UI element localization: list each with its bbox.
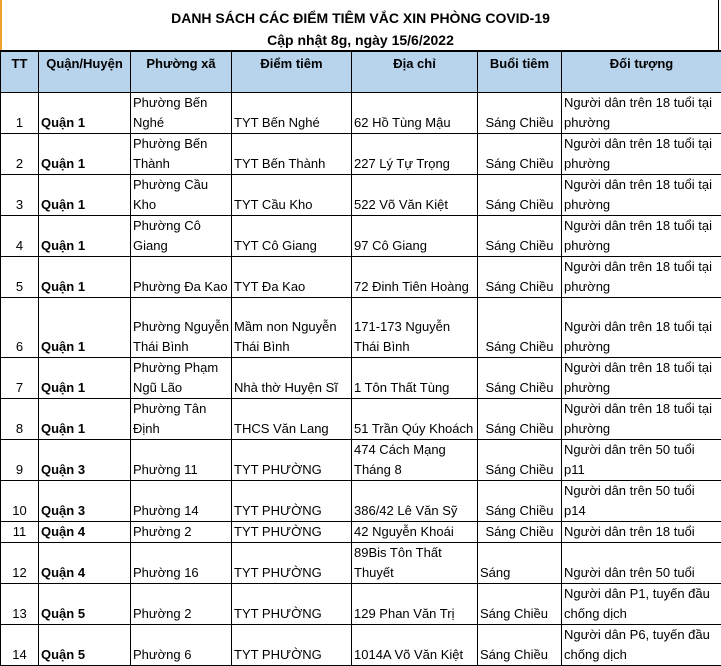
cell-site[interactable]: TYT PHƯỜNG <box>232 584 352 625</box>
cell-district[interactable]: Quận 5 <box>39 625 131 666</box>
cell-session[interactable]: Sáng Chiều <box>478 399 562 440</box>
cell-session[interactable]: Sáng Chiều <box>478 358 562 399</box>
cell-session[interactable]: Sáng Chiều <box>478 257 562 298</box>
cell-session[interactable]: Sáng Chiều <box>478 625 562 666</box>
cell-session[interactable]: Sáng Chiều <box>478 584 562 625</box>
cell-ward[interactable]: Phường 2 <box>131 584 232 625</box>
cell-target[interactable]: Người dân trên 18 tuổi tại phường <box>562 216 721 257</box>
cell-site[interactable]: TYT PHƯỜNG <box>232 543 352 584</box>
cell-session[interactable]: Sáng Chiều <box>478 93 562 134</box>
cell-district[interactable]: Quận 5 <box>39 584 131 625</box>
cell-site[interactable]: Nhà thờ Huyện Sĩ <box>232 358 352 399</box>
cell-site[interactable]: TYT Bến Nghé <box>232 93 352 134</box>
cell-session[interactable]: Sáng Chiều <box>478 134 562 175</box>
table-header-row <box>1 51 721 93</box>
table-row <box>1 93 721 134</box>
column-header-tt[interactable]: TT <box>1 51 39 93</box>
cell-address[interactable]: 474 Cách Mạng Tháng 8 <box>352 440 478 481</box>
cell-address[interactable]: 42 Nguyễn Khoái <box>352 522 478 543</box>
cell-target[interactable]: Người dân trên 18 tuổi tại phường <box>562 257 721 298</box>
cell-ward[interactable]: Phường 11 <box>131 440 232 481</box>
table-row <box>1 625 721 666</box>
cell-district[interactable]: Quận 3 <box>39 440 131 481</box>
table-row <box>1 216 721 257</box>
cell-tt[interactable]: 2 <box>1 134 39 175</box>
cell-site[interactable]: TYT PHƯỜNG <box>232 625 352 666</box>
cell-target[interactable]: Người dân trên 50 tuổi <box>562 543 721 584</box>
cell-district[interactable]: Quận 4 <box>39 522 131 543</box>
cell-ward[interactable]: Phường 6 <box>131 625 232 666</box>
table-row <box>1 175 721 216</box>
column-header-district[interactable]: Quận/Huyện <box>39 51 131 93</box>
cell-district[interactable]: Quận 1 <box>39 134 131 175</box>
cell-district[interactable]: Quận 4 <box>39 543 131 584</box>
column-header-ward[interactable]: Phường xã <box>131 51 232 93</box>
cell-address[interactable]: 51 Trần Qúy Khoách <box>352 399 478 440</box>
cell-ward[interactable]: Phường 14 <box>131 481 232 522</box>
table-row <box>1 298 721 358</box>
cell-tt[interactable]: 11 <box>1 522 39 543</box>
cell-site[interactable]: TYT Đa Kao <box>232 257 352 298</box>
cell-target[interactable]: Người dân trên 18 tuổi tại phường <box>562 175 721 216</box>
table-row <box>1 584 721 625</box>
cell-address[interactable]: 129 Phan Văn Trị <box>352 584 478 625</box>
table-row <box>1 257 721 298</box>
column-header-site[interactable]: Điểm tiêm <box>232 51 352 93</box>
cell-target[interactable]: Người dân trên 18 tuổi tại phường <box>562 134 721 175</box>
cell-ward[interactable]: Phường Tân Định <box>131 399 232 440</box>
table-row <box>1 358 721 399</box>
cell-target[interactable]: Người dân trên 18 tuổi tại phường <box>562 399 721 440</box>
cell-site[interactable]: TYT Cầu Kho <box>232 175 352 216</box>
cell-tt[interactable]: 6 <box>1 298 39 358</box>
column-header-address[interactable]: Địa chỉ <box>352 51 478 93</box>
cell-tt[interactable]: 8 <box>1 399 39 440</box>
cell-district[interactable]: Quận 1 <box>39 175 131 216</box>
cell-district[interactable]: Quận 1 <box>39 257 131 298</box>
cell-district[interactable]: Quận 3 <box>39 481 131 522</box>
cell-site[interactable]: Mầm non Nguyễn Thái Bình <box>232 298 352 358</box>
cell-session[interactable]: Sáng Chiều <box>478 175 562 216</box>
vaccination-sites-table <box>0 50 721 666</box>
cell-address[interactable]: 1 Tôn Thất Tùng <box>352 358 478 399</box>
column-header-session[interactable]: Buổi tiêm <box>478 51 562 93</box>
cell-tt[interactable]: 10 <box>1 481 39 522</box>
table-row <box>1 134 721 175</box>
page-subtitle: Cập nhật 8g, ngày 15/6/2022 <box>0 32 721 48</box>
cell-site[interactable]: TYT Bến Thành <box>232 134 352 175</box>
table-row <box>1 399 721 440</box>
cell-session[interactable]: Sáng Chiều <box>478 481 562 522</box>
cell-address[interactable]: 522 Võ Văn Kiệt <box>352 175 478 216</box>
cell-session[interactable]: Sáng Chiều <box>478 522 562 543</box>
column-header-target[interactable]: Đối tượng <box>562 51 721 93</box>
cell-target[interactable]: Người dân trên 18 tuổi tại phường <box>562 298 721 358</box>
cell-address[interactable]: 171-173 Nguyễn Thái Bình <box>352 298 478 358</box>
cell-ward[interactable]: Phường Đa Kao <box>131 257 232 298</box>
cell-tt[interactable]: 13 <box>1 584 39 625</box>
cell-tt[interactable]: 3 <box>1 175 39 216</box>
cell-ward[interactable]: Phường Cô Giang <box>131 216 232 257</box>
cell-district[interactable]: Quận 1 <box>39 298 131 358</box>
cell-ward[interactable]: Phường Nguyễn Thái Bình <box>131 298 232 358</box>
cell-ward[interactable]: Phường Bến Nghé <box>131 93 232 134</box>
cell-tt[interactable]: 5 <box>1 257 39 298</box>
cell-tt[interactable]: 14 <box>1 625 39 666</box>
cell-district[interactable]: Quận 1 <box>39 93 131 134</box>
page-title: DANH SÁCH CÁC ĐIỂM TIÊM VẮC XIN PHÒNG COVID-19 <box>0 10 721 26</box>
cell-tt[interactable]: 12 <box>1 543 39 584</box>
cell-district[interactable]: Quận 1 <box>39 216 131 257</box>
cell-site[interactable]: TYT PHƯỜNG <box>232 522 352 543</box>
cell-ward[interactable]: Phường 2 <box>131 522 232 543</box>
cell-site[interactable]: THCS Văn Lang <box>232 399 352 440</box>
cell-address[interactable]: 72 Đinh Tiên Hoàng <box>352 257 478 298</box>
table-row <box>1 522 721 543</box>
cell-district[interactable]: Quận 1 <box>39 358 131 399</box>
cell-address[interactable]: 386/42 Lê Văn Sỹ <box>352 481 478 522</box>
table-row <box>1 481 721 522</box>
cell-target[interactable]: Người dân trên 18 tuổi <box>562 522 721 543</box>
cell-ward[interactable]: Phường Bến Thành <box>131 134 232 175</box>
cell-ward[interactable]: Phường Cầu Kho <box>131 175 232 216</box>
cell-address[interactable]: 89Bis Tôn Thất Thuyết <box>352 543 478 584</box>
cell-target[interactable]: Người dân P6, tuyến đầu chống dịch <box>562 625 721 666</box>
cell-target[interactable]: Người dân trên 18 tuổi tại phường <box>562 93 721 134</box>
cell-session[interactable]: Sáng Chiều <box>478 440 562 481</box>
cell-ward[interactable]: Phường Phạm Ngũ Lão <box>131 358 232 399</box>
cell-session[interactable]: Sáng Chiều <box>478 216 562 257</box>
cell-district[interactable]: Quận 1 <box>39 399 131 440</box>
cell-target[interactable]: Người dân trên 18 tuổi tại phường <box>562 358 721 399</box>
cell-target[interactable]: Người dân trên 50 tuổi p14 <box>562 481 721 522</box>
cell-tt[interactable]: 4 <box>1 216 39 257</box>
cell-target[interactable]: Người dân P1, tuyến đầu chống dịch <box>562 584 721 625</box>
cell-address[interactable]: 1014A Võ Văn Kiệt <box>352 625 478 666</box>
cell-session[interactable]: Sáng <box>478 543 562 584</box>
table-row <box>1 543 721 584</box>
table-row <box>1 440 721 481</box>
cell-site[interactable]: TYT PHƯỜNG <box>232 440 352 481</box>
cell-tt[interactable]: 1 <box>1 93 39 134</box>
cell-address[interactable]: 97 Cô Giang <box>352 216 478 257</box>
cell-address[interactable]: 227 Lý Tự Trọng <box>352 134 478 175</box>
cell-tt[interactable]: 9 <box>1 440 39 481</box>
cell-site[interactable]: TYT PHƯỜNG <box>232 481 352 522</box>
cell-session[interactable]: Sáng Chiều <box>478 298 562 358</box>
cell-tt[interactable]: 7 <box>1 358 39 399</box>
cell-site[interactable]: TYT Cô Giang <box>232 216 352 257</box>
cell-ward[interactable]: Phường 16 <box>131 543 232 584</box>
cell-address[interactable]: 62 Hồ Tùng Mậu <box>352 93 478 134</box>
cell-target[interactable]: Người dân trên 50 tuổi p11 <box>562 440 721 481</box>
